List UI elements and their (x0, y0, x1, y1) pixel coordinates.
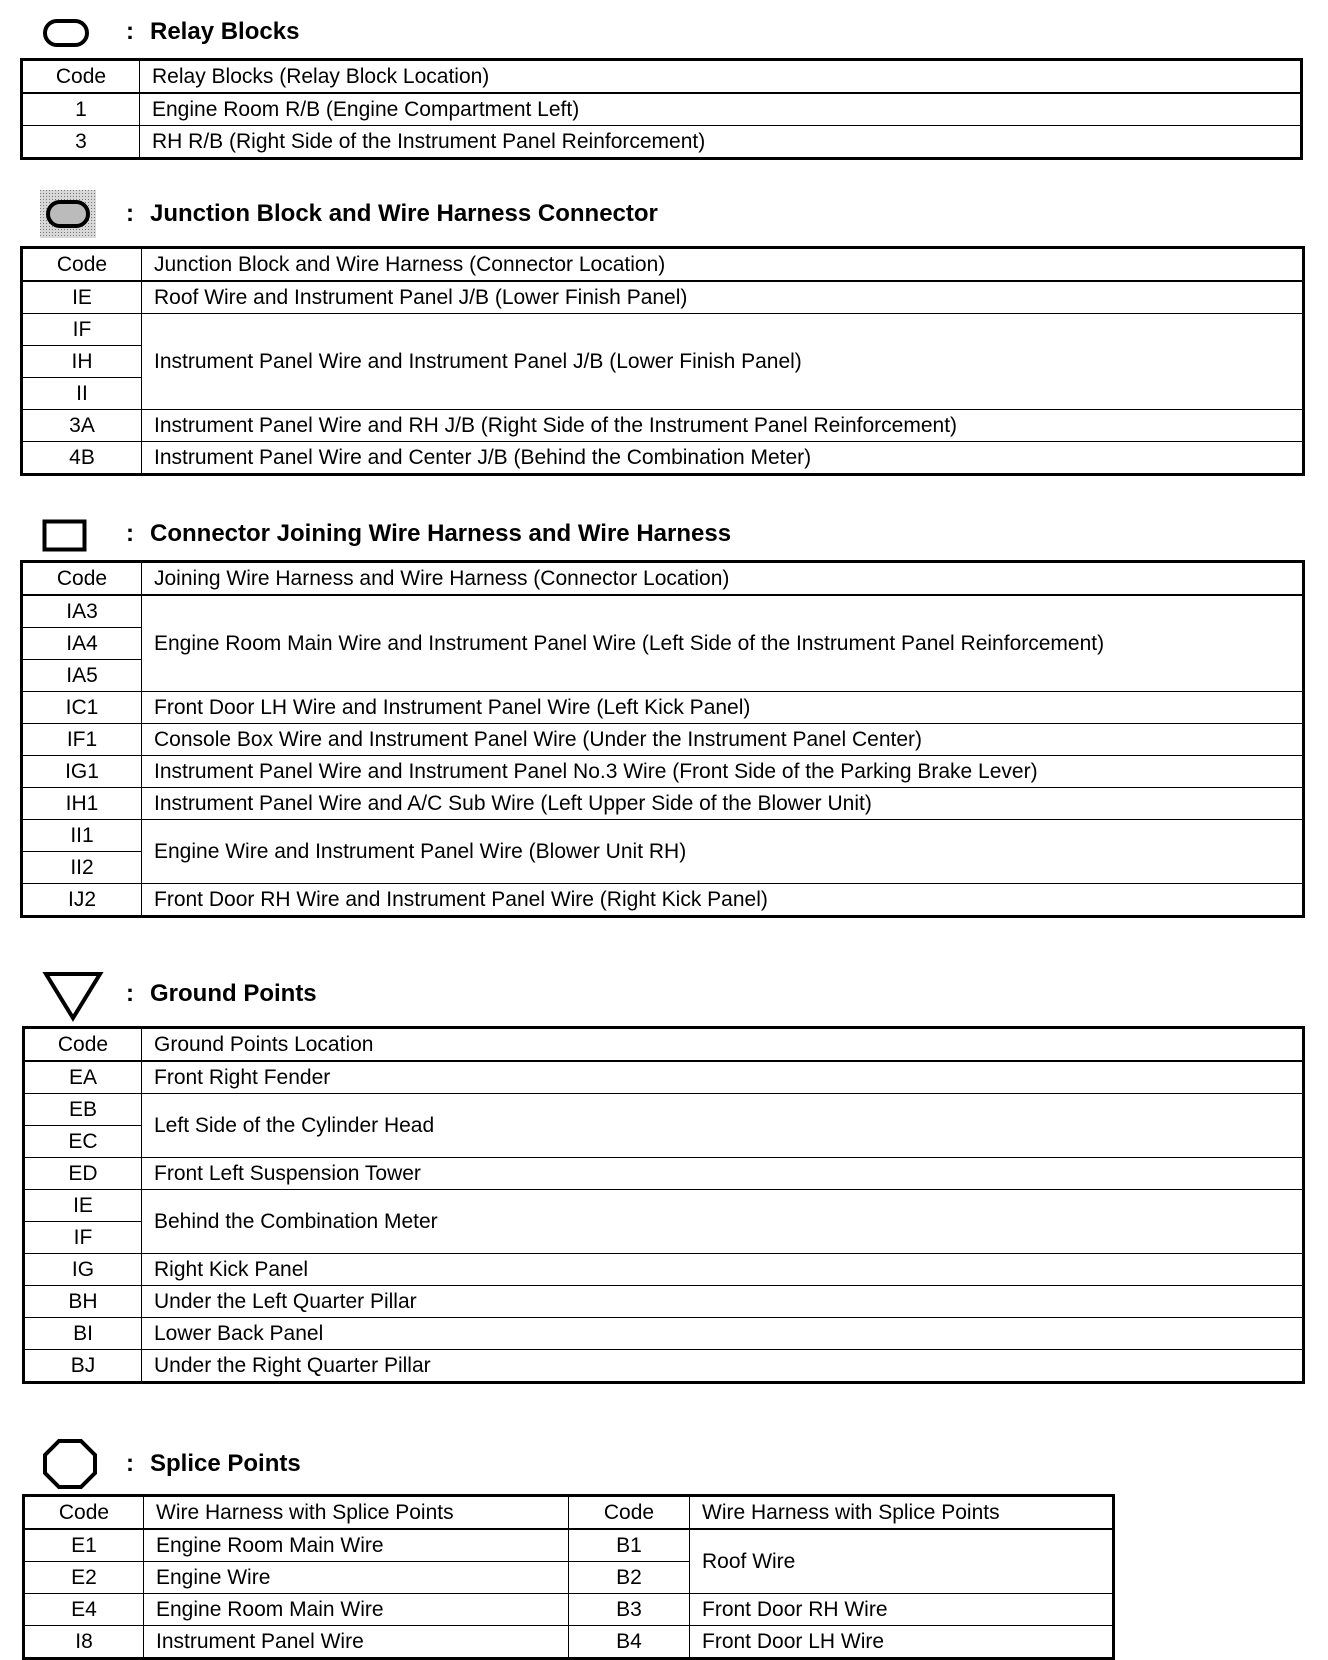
table-row (24, 1594, 1114, 1626)
table-row (22, 756, 1304, 788)
desc-cell: Console Box Wire and Instrument Panel Wire (Under the Instrument Panel Center) (142, 724, 1304, 756)
desc-cell: Roof Wire and Instrument Panel J/B (Lower Finish Panel) (142, 281, 1304, 314)
desc-cell: Instrument Panel Wire and Instrument Panel J/B (Lower Finish Panel) (142, 314, 1304, 410)
desc-cell: Instrument Panel Wire and RH J/B (Right Side of the Instrument Panel Reinforcement) (142, 410, 1304, 442)
desc-cell: Under the Right Quarter Pillar (142, 1350, 1304, 1383)
desc-cell: Front Door LH Wire (690, 1626, 1114, 1659)
octagon-icon (42, 1438, 98, 1490)
desc-cell: Front Door RH Wire and Instrument Panel Wire (Right Kick Panel) (142, 884, 1304, 917)
relay-title: Relay Blocks (150, 18, 300, 45)
code-cell: IE (24, 1190, 142, 1222)
junction-section-header (0, 194, 1328, 234)
code-cell: IF1 (22, 724, 142, 756)
desc-cell: Engine Room Main Wire (144, 1529, 569, 1562)
splice-section-header (0, 1444, 1328, 1484)
desc-cell: RH R/B (Right Side of the Instrument Panel Reinforcement) (140, 126, 1302, 159)
table-row (22, 595, 1304, 628)
desc-cell: Front Left Suspension Tower (142, 1158, 1304, 1190)
junction-title: Junction Block and Wire Harness Connector (150, 200, 658, 227)
junction-table (20, 246, 1305, 476)
desc-cell: Right Kick Panel (142, 1254, 1304, 1286)
connector-table (20, 560, 1305, 918)
desc-cell: Instrument Panel Wire and A/C Sub Wire (Left Upper Side of the Blower Unit) (142, 788, 1304, 820)
code-cell: IA3 (22, 595, 142, 628)
splice-table (22, 1494, 1115, 1660)
table-row (24, 1286, 1304, 1318)
code-cell: BI (24, 1318, 142, 1350)
desc-cell: Front Door LH Wire and Instrument Panel Wire (Left Kick Panel) (142, 692, 1304, 724)
header-desc: Relay Blocks (Relay Block Location) (140, 60, 1302, 94)
header-code: Code (24, 1028, 142, 1062)
table-row (24, 1158, 1304, 1190)
table-row (22, 410, 1304, 442)
desc-cell: Left Side of the Cylinder Head (142, 1094, 1304, 1158)
code-cell: ED (24, 1158, 142, 1190)
ground-title: Ground Points (150, 980, 317, 1007)
table-row (22, 692, 1304, 724)
code-cell: IA5 (22, 660, 142, 692)
desc-cell: Engine Room Main Wire (144, 1594, 569, 1626)
header-desc: Wire Harness with Splice Points (690, 1496, 1114, 1530)
code-cell: E4 (24, 1594, 144, 1626)
header-code: Code (24, 1496, 144, 1530)
relay-colon: : (126, 18, 134, 45)
connector-title: Connector Joining Wire Harness and Wire Harness (150, 520, 732, 547)
table-row (22, 442, 1304, 475)
desc-cell: Front Door RH Wire (690, 1594, 1114, 1626)
code-cell: IA4 (22, 628, 142, 660)
table-header-row (24, 1496, 1114, 1530)
rounded-rect-icon (42, 18, 90, 48)
code-cell: IG (24, 1254, 142, 1286)
table-row (22, 788, 1304, 820)
code-cell: B4 (569, 1626, 690, 1659)
desc-cell: Under the Left Quarter Pillar (142, 1286, 1304, 1318)
code-cell: B1 (569, 1529, 690, 1562)
ground-colon: : (126, 980, 134, 1007)
code-cell: 3 (22, 126, 140, 159)
code-cell: EB (24, 1094, 142, 1126)
header-desc: Junction Block and Wire Harness (Connector Location) (142, 248, 1304, 282)
desc-cell: Instrument Panel Wire (144, 1626, 569, 1659)
code-cell: 3A (22, 410, 142, 442)
header-code: Code (22, 60, 140, 94)
desc-cell: Roof Wire (690, 1529, 1114, 1594)
code-cell: BH (24, 1286, 142, 1318)
code-cell: II2 (22, 852, 142, 884)
desc-cell: Engine Wire and Instrument Panel Wire (Blower Unit RH) (142, 820, 1304, 884)
header-desc: Wire Harness with Splice Points (144, 1496, 569, 1530)
splice-title: Splice Points (150, 1450, 301, 1477)
code-cell: IC1 (22, 692, 142, 724)
table-header-row (24, 1028, 1304, 1062)
shaded-rounded-rect-icon (40, 190, 96, 238)
desc-cell: Front Right Fender (142, 1061, 1304, 1094)
table-row (24, 1529, 1114, 1562)
table-header-row (22, 562, 1304, 596)
connector-colon: : (126, 520, 134, 547)
junction-colon: : (126, 200, 134, 227)
header-code: Code (22, 248, 142, 282)
table-row (22, 93, 1302, 126)
code-cell: EC (24, 1126, 142, 1158)
code-cell: IG1 (22, 756, 142, 788)
splice-colon: : (126, 1450, 134, 1477)
desc-cell: Engine Room R/B (Engine Compartment Left) (140, 93, 1302, 126)
code-cell: E2 (24, 1562, 144, 1594)
desc-cell: Engine Wire (144, 1562, 569, 1594)
relay-table (20, 58, 1303, 160)
table-row (24, 1061, 1304, 1094)
code-cell: 4B (22, 442, 142, 475)
header-desc: Ground Points Location (142, 1028, 1304, 1062)
ground-table (22, 1026, 1305, 1384)
table-row (24, 1094, 1304, 1126)
rectangle-icon (42, 519, 88, 553)
table-row (22, 820, 1304, 852)
table-row (22, 126, 1302, 159)
desc-cell: Lower Back Panel (142, 1318, 1304, 1350)
triangle-down-icon (42, 970, 104, 1022)
table-row (22, 281, 1304, 314)
desc-cell: Engine Room Main Wire and Instrument Panel Wire (Left Side of the Instrument Panel Reinforcement) (142, 595, 1304, 692)
code-cell: EA (24, 1061, 142, 1094)
desc-cell: Instrument Panel Wire and Instrument Panel No.3 Wire (Front Side of the Parking Brake Lever) (142, 756, 1304, 788)
code-cell: 1 (22, 93, 140, 126)
code-cell: I8 (24, 1626, 144, 1659)
ground-section-header (0, 974, 1328, 1014)
code-cell: IF (24, 1222, 142, 1254)
header-code: Code (569, 1496, 690, 1530)
table-row (22, 884, 1304, 917)
table-row (24, 1350, 1304, 1383)
code-cell: IH (22, 346, 142, 378)
code-cell: II1 (22, 820, 142, 852)
code-cell: II (22, 378, 142, 410)
table-header-row (22, 60, 1302, 94)
code-cell: BJ (24, 1350, 142, 1383)
table-row (24, 1318, 1304, 1350)
header-code: Code (22, 562, 142, 596)
code-cell: IH1 (22, 788, 142, 820)
table-row (24, 1626, 1114, 1659)
table-row (24, 1254, 1304, 1286)
table-row (22, 314, 1304, 346)
table-row (22, 724, 1304, 756)
connector-section-header (0, 514, 1328, 554)
relay-section-header (0, 12, 1328, 52)
code-cell: IE (22, 281, 142, 314)
code-cell: E1 (24, 1529, 144, 1562)
desc-cell: Instrument Panel Wire and Center J/B (Behind the Combination Meter) (142, 442, 1304, 475)
code-cell: B3 (569, 1594, 690, 1626)
desc-cell: Behind the Combination Meter (142, 1190, 1304, 1254)
table-row (24, 1190, 1304, 1222)
code-cell: IF (22, 314, 142, 346)
code-cell: B2 (569, 1562, 690, 1594)
code-cell: IJ2 (22, 884, 142, 917)
header-desc: Joining Wire Harness and Wire Harness (Connector Location) (142, 562, 1304, 596)
table-header-row (22, 248, 1304, 282)
